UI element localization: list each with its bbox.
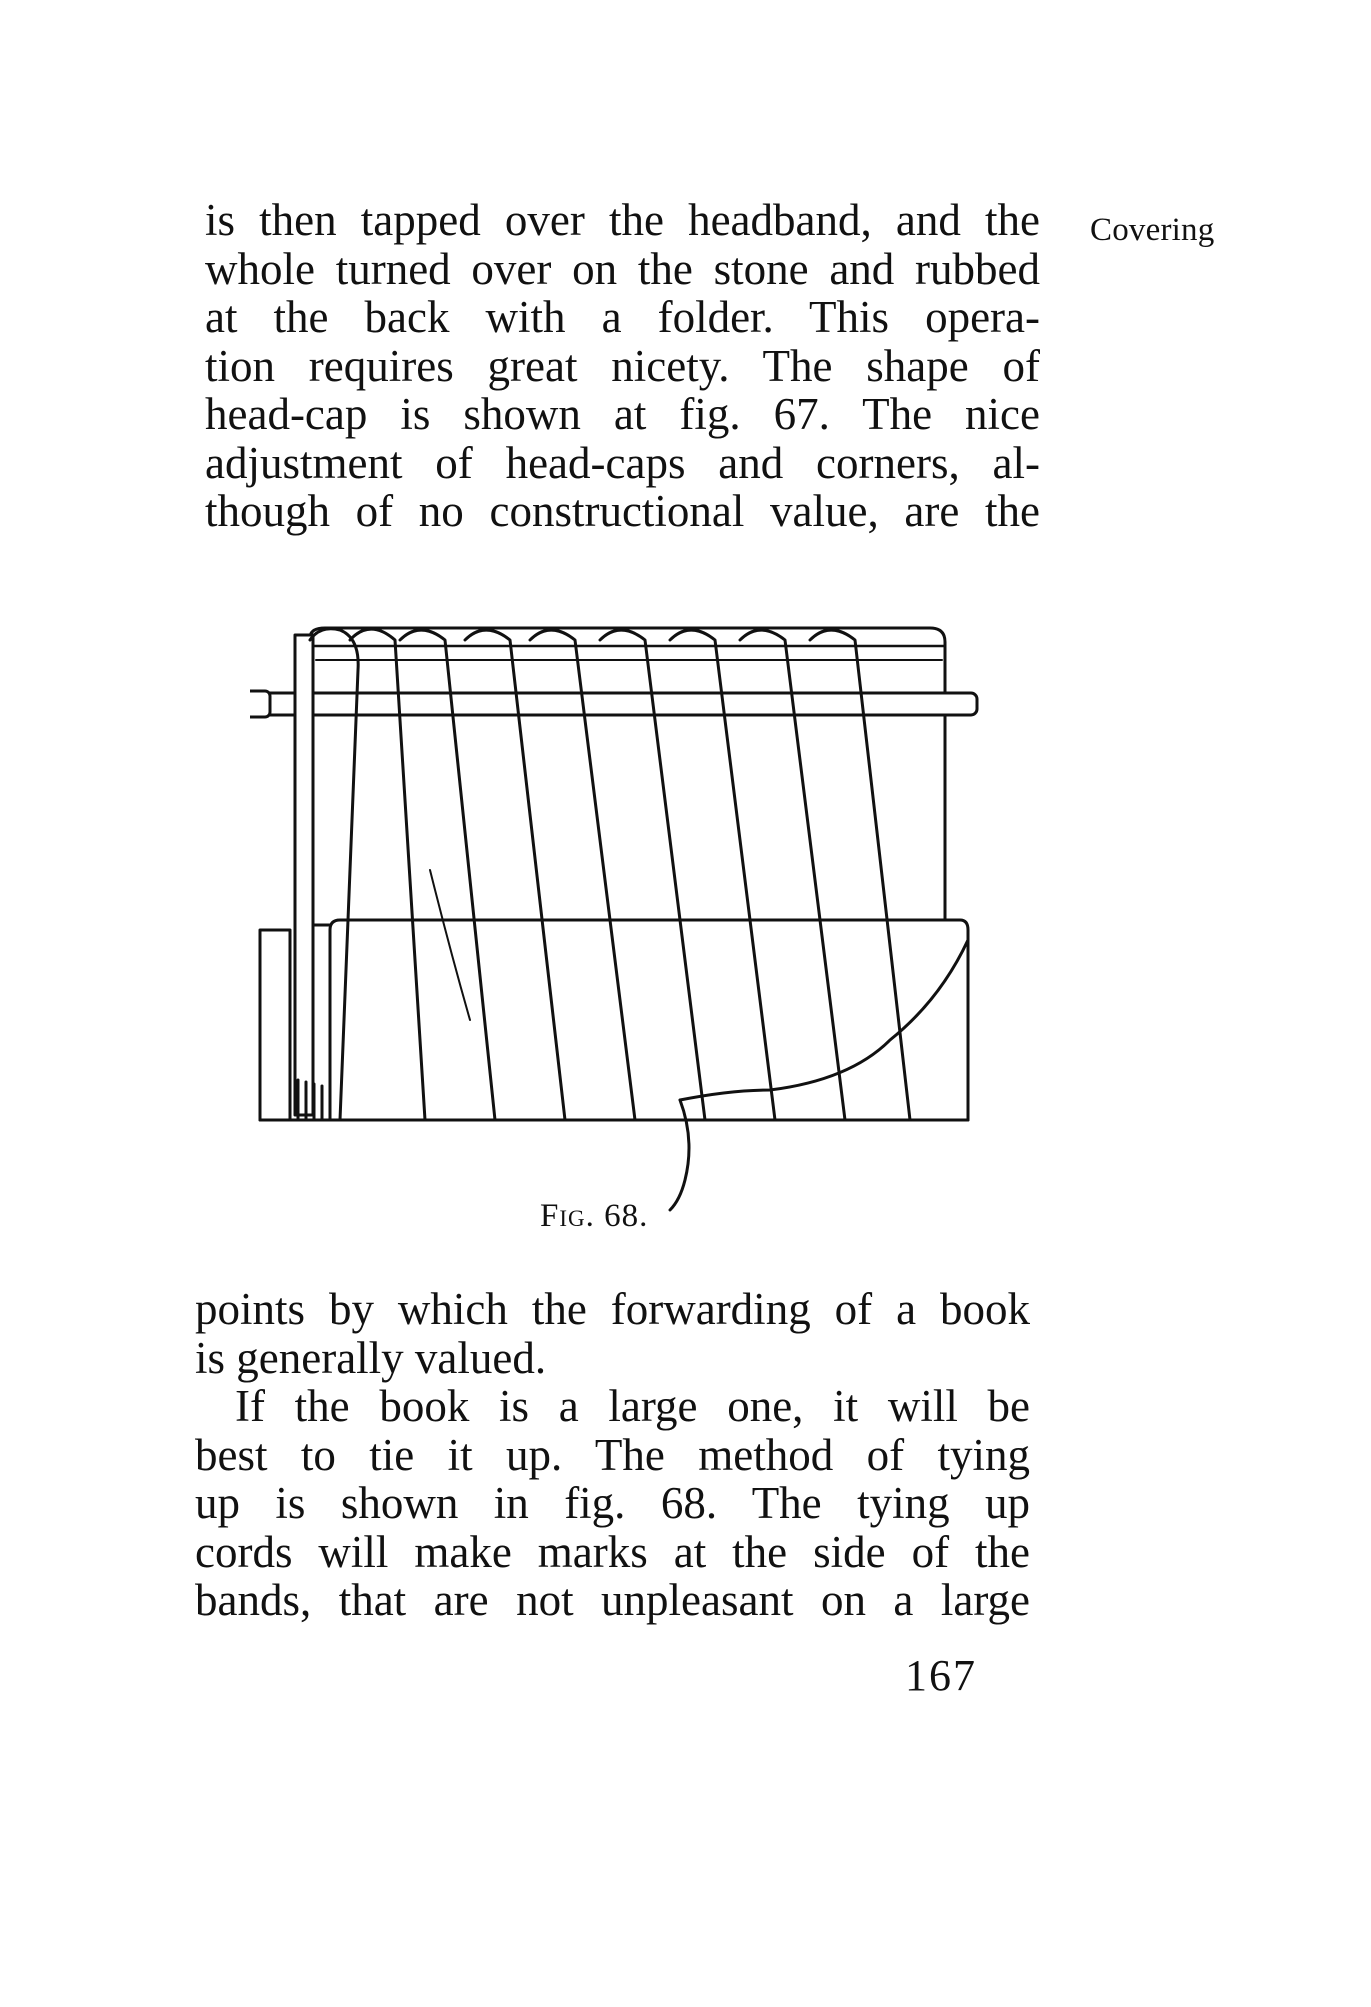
text-line: at the back with a folder. This opera- <box>205 292 1040 342</box>
text-line: cords will make marks at the side of the <box>195 1526 1030 1577</box>
text-line: If the book is a large one, it will be <box>235 1381 1030 1431</box>
text-line: whole turned over on the stone and rubbed <box>205 243 1040 294</box>
text-line: head-cap is shown at fig. 67. The nice <box>205 389 1040 439</box>
text-line: best to tie it up. The method of tying <box>195 1429 1030 1480</box>
text-line: up is shown in fig. 68. The tying up <box>195 1478 1030 1528</box>
margin-note: Covering <box>1090 212 1215 248</box>
text-line: though of no constructional value, are the <box>205 486 1040 536</box>
text-line: is generally valued. <box>195 1332 547 1383</box>
paragraph-top <box>205 196 1040 536</box>
text-line: tion requires great nicety. The shape of <box>205 340 1040 391</box>
text-line: adjustment of head-caps and corners, al- <box>205 437 1040 488</box>
caption-number: 68. <box>604 1198 649 1234</box>
text-line: bands, that are not unpleasant on a large <box>195 1575 1030 1625</box>
paragraph-bottom <box>195 1285 1030 1625</box>
page-number: 167 <box>905 1651 977 1700</box>
text-line: points by which the forwarding of a book <box>195 1284 1030 1334</box>
tying-rod <box>250 693 977 715</box>
upright-stick <box>295 635 313 1115</box>
figure-68-illustration <box>250 620 990 1220</box>
text-line: is then tapped over the headband, and the <box>205 195 1040 245</box>
pressing-board <box>330 920 968 1120</box>
pressing-board-left <box>260 930 290 1120</box>
book-block-outline <box>310 628 945 925</box>
caption-label: Fig. <box>540 1198 595 1234</box>
rod-end-left <box>250 691 270 717</box>
figure-caption <box>540 1198 648 1235</box>
